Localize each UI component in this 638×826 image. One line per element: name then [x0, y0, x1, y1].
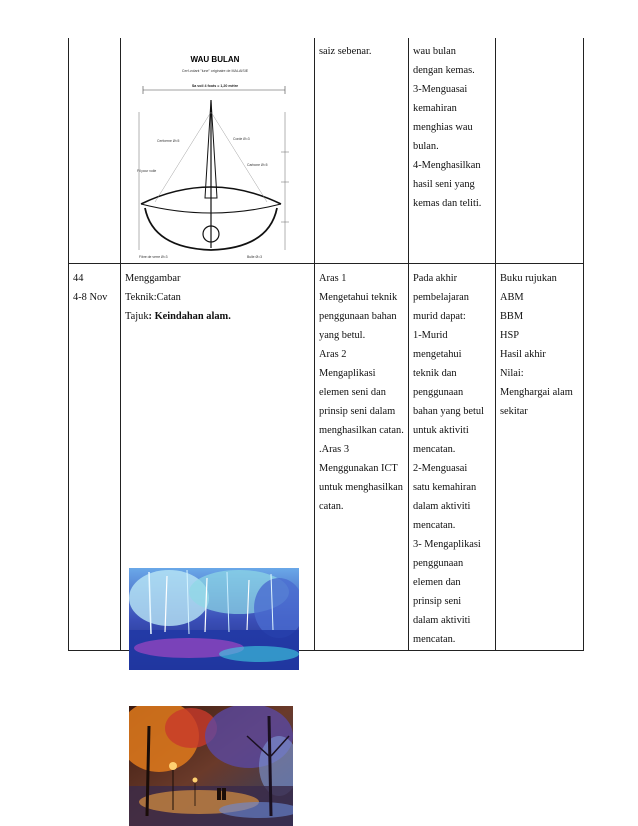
- text-line: dengan kemas.: [413, 65, 475, 76]
- outcomes-cell: [409, 264, 496, 650]
- wau-bulan-diagram: [135, 52, 295, 260]
- text-line: Nilai:: [500, 368, 524, 379]
- text-line: sekitar: [500, 406, 528, 417]
- text-line: mencatan.: [413, 634, 456, 645]
- text-line: bulan.: [413, 141, 439, 152]
- text-line: untuk menghasilkan: [319, 482, 403, 493]
- text-line: prinsip seni dalam: [319, 406, 396, 417]
- text-line: prinsip seni: [413, 596, 462, 607]
- notes-cell: [496, 38, 585, 263]
- text-line: untuk aktiviti: [413, 425, 469, 436]
- text-line: Aras 2: [319, 349, 347, 360]
- text-line: penggunaan bahan: [319, 311, 397, 322]
- text-line: mencatan.: [413, 520, 456, 531]
- week-dates: 4-8 Nov: [73, 292, 108, 303]
- text-line: Buku rujukan: [500, 273, 557, 284]
- text-line: mencatan.: [413, 444, 456, 455]
- text-line: .Aras 3: [319, 444, 350, 455]
- text-line: Menghargai alam: [500, 387, 573, 398]
- text-line: kemas dan teliti.: [413, 198, 482, 209]
- topic-prefix: Tajuk: [125, 311, 149, 322]
- week-cell: [69, 264, 121, 650]
- table-row: [68, 264, 584, 651]
- objectives-cell: [315, 38, 409, 263]
- text-line: HSP: [500, 330, 520, 341]
- diagram-label: Fibre de verre Ø=3: [139, 255, 168, 259]
- text-line: 4-Menghasilkan: [413, 160, 481, 171]
- text-line: kemahiran: [413, 103, 457, 114]
- topic-cell: [121, 264, 315, 650]
- text-line: yang betul.: [319, 330, 366, 341]
- text-line: pembelajaran: [413, 292, 469, 303]
- text-line: 2-Menguasai: [413, 463, 468, 474]
- text-line: 1-Murid: [413, 330, 448, 341]
- text-line: satu kemahiran: [413, 482, 477, 493]
- diagram-label: Carbone Ø=5: [247, 163, 268, 167]
- lesson-plan-table: [68, 38, 584, 651]
- text-line: 3-Menguasai: [413, 84, 468, 95]
- objectives-cell: [315, 264, 409, 650]
- painting-autumn-park: [129, 706, 293, 826]
- text-line: penggunaan: [413, 558, 464, 569]
- text-line: Hasil akhir: [500, 349, 546, 360]
- topic-cell: [121, 38, 315, 263]
- topic-name: : Keindahan alam.: [148, 311, 231, 322]
- text-line: Menggunakan ICT: [319, 463, 398, 474]
- text-line: Mengetahui teknik: [319, 292, 398, 303]
- diagram-title: WAU BULAN: [190, 55, 240, 64]
- text-line: ABM: [500, 292, 524, 303]
- diagram-caption: Cerf-volant "lune" originaire de MALAISIE: [181, 69, 249, 73]
- diagram-label: Corde Ø=3: [233, 137, 250, 141]
- outcomes-cell: [409, 38, 496, 263]
- text-line: catan.: [319, 501, 344, 512]
- text-line: teknik dan: [413, 368, 457, 379]
- text-line: elemen seni dan: [319, 387, 386, 398]
- diagram-span-label: Sa voil 4 foots = 1,20 mètre: [191, 84, 239, 88]
- wau-bulan-diagram-svg: [135, 52, 295, 260]
- text-line: menghias wau: [413, 122, 473, 133]
- text-line: hasil seni yang: [413, 179, 475, 190]
- text-line: Aras 1: [319, 273, 347, 284]
- text-line: saiz sebenar.: [319, 46, 372, 57]
- text-line: Mengaplikasi: [319, 368, 376, 379]
- week-cell: [69, 38, 121, 263]
- text-line: dalam aktiviti: [413, 615, 471, 626]
- text-line: mengetahui: [413, 349, 462, 360]
- text-line: penggunaan: [413, 387, 464, 398]
- painting-blue-forest: [129, 568, 299, 670]
- diagram-label: Cerfcerne Ø=5: [157, 139, 180, 143]
- text-line: murid dapat:: [413, 311, 466, 322]
- text-line: Pada akhir: [413, 273, 458, 284]
- text-line: BBM: [500, 311, 524, 322]
- week-number: 44: [73, 273, 84, 284]
- table-row: [68, 38, 584, 264]
- technique-label: Teknik:Catan: [125, 292, 181, 303]
- text-line: bahan yang betul: [413, 406, 484, 417]
- diagram-label: Bulle Ø=3: [247, 255, 262, 259]
- text-line: wau bulan: [413, 46, 456, 57]
- activity-label: Menggambar: [125, 273, 181, 284]
- diagram-label: Fil pour voile: [137, 169, 157, 173]
- topic-title: [125, 307, 310, 326]
- notes-cell: [496, 264, 585, 650]
- text-line: 3- Mengaplikasi: [413, 539, 481, 550]
- text-line: elemen dan: [413, 577, 461, 588]
- text-line: dalam aktiviti: [413, 501, 471, 512]
- text-line: menghasilkan catan.: [319, 425, 404, 436]
